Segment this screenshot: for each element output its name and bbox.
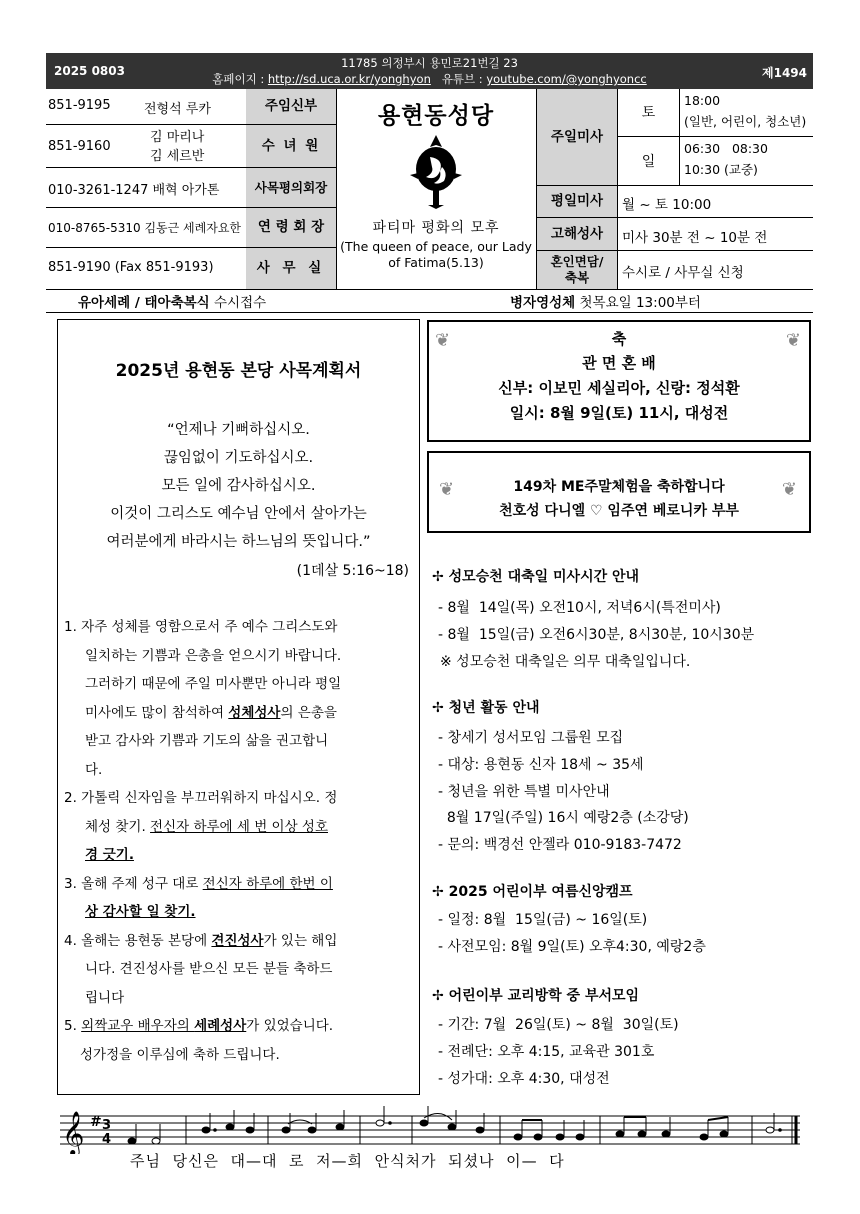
- contact-phone: 010-3261-1247 배혁 아가톤: [48, 183, 220, 198]
- pastoral-plan-panel: 2025년 용현동 본당 사목계획서 “언제나 기뻐하십시오. 끊임없이 기도하십시오. 모든 일에 감사하십시오. 이것이 그리스도 예수님 안에서 살아가는 여러분에게 바라시는 하느님의 뜻입니다.” (1데살 5:16~18) 1. 자주 성체를 영함으로서 주 예수 그리스도와 일치하는 기쁨과 은총을 얻으시기 바랍니다. 그러하기 때문에 주일 미사뿐만 아니라 평일 미사에도 많이 참석하여 성체성사의 은총을 받고 감사와 기쁨과 기도의 삶을 권고합니 다. 2. 가톨릭 신자임을 부끄러워하지 마십시오. 정 체성 찾기. 전신자 하루에 세 번 이상 성호 경 긋기. 3. 올해 주제 성구 대로 전신자 하루에 한번 이 상 감사할 일 찾기. 4. 올해는 용현동 본당에 견진성사가 있는 해입 니다. 견진성사를 받으신 모든 분들 축하드 립니다 5. 외짝교우 배우자의 세례성사가 있었습니다. 성가정을 이루심에 축하 드립니다.: [57, 319, 420, 1095]
- section-title: ✢ 2025 어린이부 여름신앙캠프: [432, 884, 633, 900]
- time-signature-bottom: 4: [102, 1132, 112, 1147]
- contact-phone: 010-8765-5310 김동근 세례자요한: [48, 221, 242, 235]
- section-item: - 창세기 성서모임 그룹원 모집: [438, 730, 624, 746]
- section-item: - 기간: 7월 26일(토) ~ 8월 30일(토): [438, 1017, 679, 1033]
- flower-ornament-icon: ❦: [785, 330, 801, 351]
- plan-title: 2025년 용현동 본당 사목계획서: [115, 361, 362, 381]
- contact-phone: 851-9190 (Fax 851-9193): [48, 260, 214, 275]
- contact-name: 김 마리나: [150, 130, 205, 145]
- role-office: 사 무 실: [246, 248, 336, 289]
- saturday-label: 토: [641, 105, 656, 121]
- youtube-link[interactable]: youtube.com/@yonghyoncc: [486, 72, 647, 86]
- wedding-subtitle: 관 면 혼 배: [582, 354, 656, 372]
- sunday-time: 06:30 08:30: [684, 141, 768, 156]
- section-item: - 성가대: 오후 4:30, 대성전: [438, 1071, 610, 1087]
- youtube-label: 유튜브 :: [430, 72, 487, 86]
- plan-quote: “언제나 기뻐하십시오. 끊임없이 기도하십시오. 모든 일에 감사하십시오. 이것이 그리스도 예수님 안에서 살아가는 여러분에게 바라시는 하느님의 뜻입니다.”: [106, 422, 371, 550]
- sunday-label: 일: [641, 154, 656, 170]
- patron-name: 파티마 평화의 모후: [372, 220, 500, 236]
- section-item: - 전례단: 오후 4:15, 교육관 301호: [438, 1044, 655, 1060]
- contact-name: 전형석 루카: [144, 102, 211, 117]
- section-item: - 8월 15일(금) 오전6시30분, 8시30분, 10시30분: [438, 627, 755, 643]
- patron-english: (The queen of peace, our Lady of Fatima(5.13): [340, 239, 532, 270]
- church-logo-icon: [404, 133, 468, 209]
- wedding-time: 일시: 8월 9일(토) 11시, 대성전: [509, 404, 729, 422]
- header-grid: [46, 89, 813, 290]
- role-convent: 수 녀 원: [246, 125, 336, 167]
- contact-name: 김 세르반: [150, 149, 205, 164]
- me-title: 149차 ME주말체험을 축하합니다: [513, 479, 725, 495]
- treble-clef-icon: 𝄞: [62, 1111, 85, 1154]
- marriage-info: 수시로 / 사무실 신청: [622, 265, 744, 281]
- notes: [128, 1106, 781, 1144]
- me-announcement: [427, 451, 811, 533]
- baptism-notice: 유아세례 / 태아축복식 수시접수: [78, 295, 267, 311]
- wedding-title: 축: [611, 330, 627, 348]
- sunday-time-main: 10:30 (교중): [684, 162, 758, 177]
- section-item: - 일정: 8월 15일(금) ~ 16일(토): [438, 912, 648, 928]
- church-name: 용현동성당: [377, 103, 495, 129]
- section-item: ※ 성모승천 대축일은 의무 대축일입니다.: [440, 654, 691, 670]
- saturday-time: 18:00: [684, 93, 721, 108]
- section-item: - 사전모임: 8월 9일(토) 오후4:30, 예랑2층: [438, 939, 706, 955]
- section-item: - 청년을 위한 특별 미사안내: [438, 784, 610, 800]
- cross-icon: ✢: [432, 569, 449, 585]
- homepage-label: 홈페이지 :: [212, 72, 268, 86]
- contact-phone: 851-9160: [48, 139, 111, 154]
- confession-time: 미사 30분 전 ~ 10분 전: [622, 230, 768, 246]
- homepage-link[interactable]: http://sd.uca.or.kr/yonghyon: [267, 72, 431, 86]
- weekday-mass-time: 월 ~ 토 10:00: [622, 197, 712, 213]
- address: 11785 의정부시 용민로21번길 23: [341, 56, 518, 70]
- me-couple: 천호성 다니엘 ♡ 임주연 베로니카 부부: [499, 503, 739, 519]
- section-item: - 문의: 백경선 안젤라 010-9183-7472: [438, 837, 682, 853]
- contact-phone: 851-9195: [48, 98, 111, 113]
- sick-communion-notice: 병자영성체 첫목요일 13:00부터: [510, 295, 701, 311]
- role-funeral: 연 령 회 장: [246, 208, 336, 247]
- section-item: - 8월 14일(목) 오전10시, 저녁6시(특전미사): [438, 600, 721, 616]
- section-item: 8월 17일(주일) 16시 예랑2층 (소강당): [438, 810, 689, 826]
- issue-number: 제1494: [762, 66, 807, 80]
- top-bar: [46, 53, 813, 89]
- role-council: 사목평의회장: [246, 168, 336, 207]
- time-signature-top: 3: [102, 1118, 112, 1133]
- sunday-mass-label: 주일미사: [537, 89, 617, 185]
- saturday-audience: (일반, 어린이, 청소년): [684, 114, 807, 129]
- notice-bar: [46, 290, 813, 313]
- section-title: ✢ 청년 활동 안내: [432, 700, 540, 716]
- cross-icon: ✢: [432, 700, 449, 716]
- confession-label: 고해성사: [537, 218, 617, 250]
- section-title: ✢ 성모승천 대축일 미사시간 안내: [432, 569, 640, 585]
- section-title: ✢ 어린이부 교리방학 중 부서모임: [432, 988, 640, 1004]
- weekday-mass-label: 평일미사: [537, 186, 617, 217]
- section-item: - 대상: 용현동 신자 18세 ~ 35세: [438, 757, 644, 773]
- issue-date: 2025 0803: [54, 64, 125, 78]
- address-block: [46, 55, 813, 87]
- quote-reference: (1데살 5:16~18): [296, 563, 409, 579]
- song-lyrics: 주님 당신은 대—대 로 저—희 안식처가 되셨나 이— 다: [130, 1152, 565, 1170]
- cross-icon: ✢: [432, 988, 449, 1004]
- key-signature: #: [90, 1114, 102, 1130]
- flower-ornament-icon: ❦: [781, 479, 797, 500]
- wedding-couple: 신부: 이보민 세실리아, 신랑: 정석환: [498, 379, 740, 397]
- music-staff: [60, 1104, 806, 1154]
- flower-ornament-icon: ❦: [439, 479, 455, 500]
- cross-icon: ✢: [432, 884, 449, 900]
- marriage-label: 혼인면담/ 축복: [537, 251, 617, 289]
- role-pastor: 주임신부: [246, 89, 336, 124]
- wedding-announcement: [427, 320, 811, 442]
- flower-ornament-icon: ❦: [435, 330, 451, 351]
